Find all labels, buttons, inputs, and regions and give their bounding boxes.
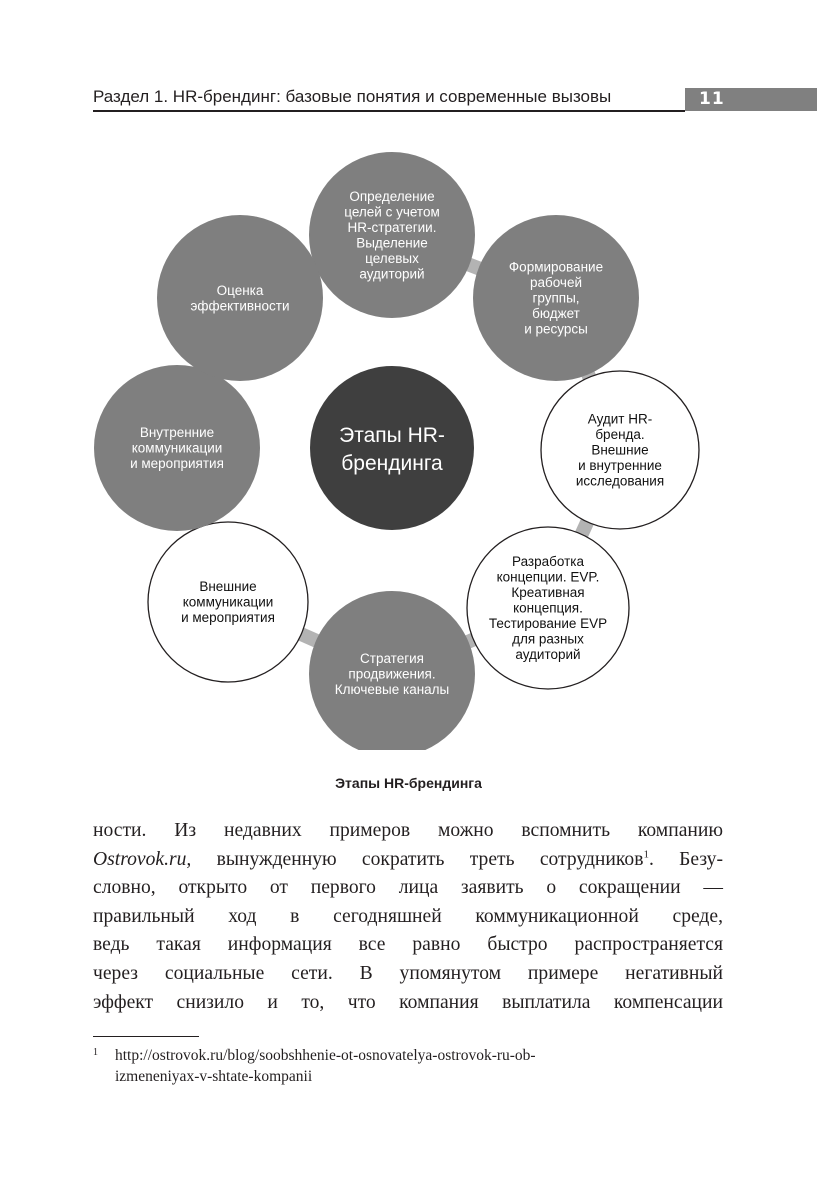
- stage-5-label-line-2: продвижения.: [348, 666, 436, 682]
- stage-5-label-line-3: Ключевые каналы: [334, 682, 450, 697]
- body-line-4: правильный ход в сегодняшней коммуникационной среде,: [93, 905, 723, 927]
- center-label-line1: Этапы HR-: [339, 424, 445, 447]
- stage-node-2: [473, 215, 639, 381]
- footnote-url-line1: http://ostrovok.ru/blog/soobshhenie-ot-osnovatelya-ostrovok-ru-ob-: [115, 1047, 536, 1064]
- stage-node-7: [94, 365, 260, 531]
- body-paragraph: [93, 817, 723, 1017]
- stage-7-label-line-1: Внутренние: [139, 425, 215, 440]
- stage-4-label-line-1: Разработка: [512, 554, 584, 569]
- body-line-2: [93, 846, 723, 875]
- stage-3-label-line-3: Внешние: [591, 442, 649, 458]
- footnote-url-line2: izmeneniyax-v-shtate-kompanii: [115, 1068, 313, 1085]
- stage-3-label-line-2: бренда.: [595, 427, 645, 442]
- stage-node-5: [309, 591, 475, 750]
- stage-4-label-line-4: концепция.: [513, 600, 583, 616]
- footnote-ref: 1: [643, 848, 649, 861]
- figure-caption: Этапы HR-брендинга: [335, 775, 482, 791]
- stage-3-label-line-5: исследования: [575, 473, 665, 489]
- body-line-2-text: вынужденную сократить треть сотрудников: [216, 848, 644, 870]
- stage-2-label-line-1: Формирование: [508, 259, 604, 275]
- stage-3-label-line-4: и внутренние: [578, 458, 662, 473]
- body-line-3: словно, открыто от первого лица заявить о сокращении —: [93, 877, 723, 899]
- body-line-1: ности. Из недавних примеров можно вспомнить компанию: [93, 820, 723, 841]
- stage-7-label-line-2: коммуникации: [131, 440, 223, 456]
- stage-4-label-line-6: для разных: [512, 631, 584, 647]
- stage-1-label-line-6: аудиторий: [359, 266, 425, 282]
- center-node: [310, 366, 474, 530]
- footnote: [93, 1045, 723, 1087]
- body-line-7: эффект снизило и то, что компания выплатила компенсации: [93, 991, 723, 1013]
- stage-node-6: [148, 522, 308, 682]
- stage-4-label-line-7: аудиторий: [515, 647, 581, 662]
- footnote-rule: [93, 1036, 199, 1037]
- footnote-number: 1: [93, 1047, 98, 1058]
- stage-2-label-line-3: группы,: [532, 290, 580, 306]
- stage-5-label-line-1: Стратегия: [360, 651, 424, 666]
- stage-2-label-line-4: бюджет: [532, 306, 580, 321]
- page-number: 11: [685, 88, 817, 111]
- stage-1-label-line-3: HR-стратегии.: [347, 219, 437, 235]
- stage-2-label-line-5: и ресурсы: [524, 321, 588, 337]
- stage-3-label-line-1: Аудит HR-: [587, 411, 653, 427]
- stage-1-label-line-1: Определение: [349, 188, 435, 204]
- stage-4-label-line-2: концепции. EVP.: [496, 569, 600, 585]
- body-line-6: через социальные сети. В упомянутом примере негативный: [93, 962, 723, 984]
- stage-1-label-line-4: Выделение: [356, 235, 428, 251]
- stage-7-label-line-3: и мероприятия: [130, 456, 224, 471]
- company-name: Ostrovok.ru,: [93, 848, 192, 870]
- stage-node-4: [467, 527, 629, 689]
- stage-6-label-line-2: коммуникации: [182, 594, 274, 610]
- stage-1-label-line-2: целей с учетом: [344, 204, 440, 220]
- hr-branding-stages-diagram: [0, 150, 817, 750]
- center-label-line2: брендинга: [341, 452, 443, 475]
- header-rule: [93, 110, 685, 112]
- running-header: Раздел 1. HR-брендинг: базовые понятия и современные вызовы: [93, 87, 612, 106]
- stage-node-8: [157, 215, 323, 381]
- stage-8-label-line-1: Оценка: [216, 282, 264, 298]
- stage-6-label-line-1: Внешние: [199, 579, 257, 594]
- body-line-2-tail: . Безу-: [648, 848, 723, 870]
- stage-4-label-line-3: Креативная: [511, 585, 585, 600]
- stage-1-label-line-5: целевых: [365, 250, 419, 266]
- stage-8-label-line-2: эффективности: [190, 298, 290, 314]
- stage-node-3: [541, 371, 699, 529]
- stage-node-1: [309, 152, 475, 318]
- stage-2-label-line-2: рабочей: [529, 275, 583, 290]
- stage-6-label-line-3: и мероприятия: [181, 610, 275, 625]
- stage-4-label-line-5: Тестирование EVP: [488, 616, 608, 631]
- body-line-5: ведь такая информация все равно быстро распространяется: [93, 934, 723, 956]
